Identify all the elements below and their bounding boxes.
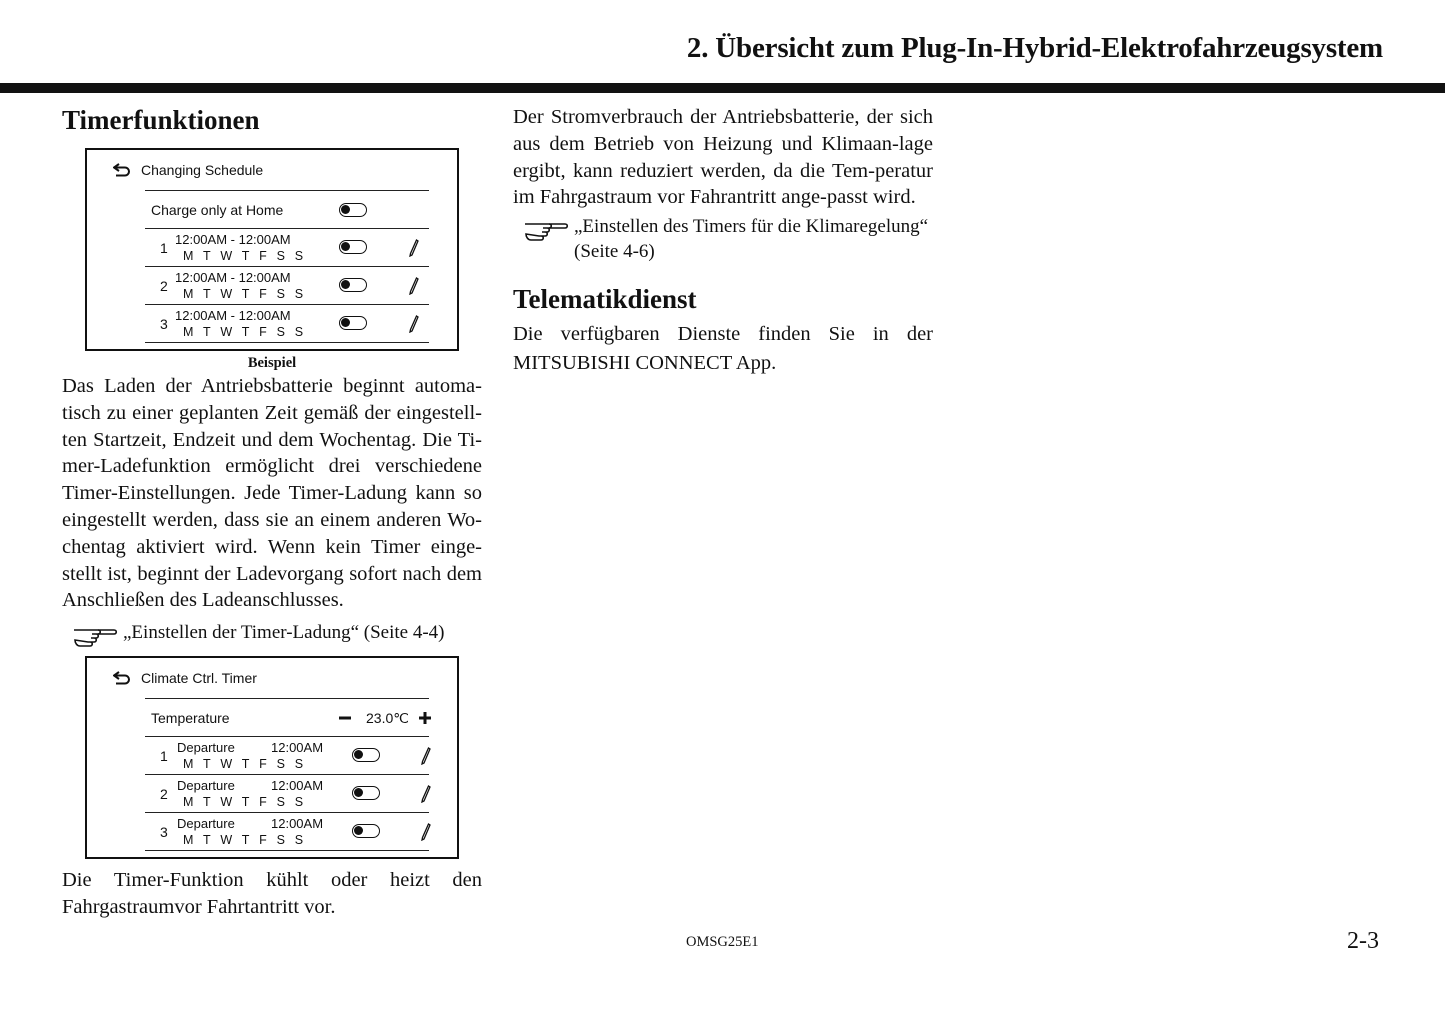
screen-topbar [87, 658, 457, 698]
pointing-hand-icon [72, 622, 118, 648]
schedule-row [145, 229, 429, 267]
row-days: M T W T F S S [183, 249, 307, 263]
pencil-icon [421, 747, 431, 765]
toggle-icon [339, 316, 367, 330]
climate-rows [145, 698, 429, 851]
reference-text-block [574, 214, 928, 264]
row-label: Departure [177, 778, 235, 794]
row-time: 12:00AM [271, 816, 324, 832]
reference-page: (Seite 4-6) [574, 241, 655, 263]
pencil-icon [409, 315, 419, 333]
climate-ctrl-timer-screen [85, 656, 459, 859]
schedule-rows [145, 190, 429, 343]
row-number: 2 [160, 278, 168, 294]
section-heading-telematikdienst: Telematikdienst [513, 284, 697, 315]
toggle-icon [352, 824, 380, 838]
screen-title: Changing Schedule [141, 162, 264, 178]
minus-icon [339, 716, 351, 720]
right-column [513, 103, 933, 378]
row-number: 1 [160, 240, 168, 256]
row-time: 12:00AM - 12:00AM [175, 308, 291, 323]
cross-reference-timer-charging [72, 620, 482, 648]
temperature-value: 23.0℃ [366, 710, 409, 727]
pencil-icon [421, 823, 431, 841]
schedule-row [145, 305, 429, 343]
screen-topbar [87, 150, 457, 190]
plus-icon [419, 712, 431, 724]
reference-text: „Einstellen der Timer-Ladung“ (Seite 4-4) [123, 622, 445, 644]
schedule-row [145, 267, 429, 305]
cross-reference-climate-timer [523, 214, 933, 264]
pointing-hand-icon [523, 216, 569, 242]
page-number: 2-3 [1347, 928, 1379, 954]
row-label: Departure [177, 740, 235, 756]
row-time: 12:00AM [271, 778, 324, 794]
row-days: M T W T F S S [183, 833, 307, 848]
toggle-icon [352, 786, 380, 800]
row-time: 12:00AM - 12:00AM [175, 232, 291, 247]
temperature-label: Temperature [151, 709, 230, 726]
row-number: 3 [160, 316, 168, 332]
row-label: Departure [177, 816, 235, 832]
row-days: M T W T F S S [183, 757, 307, 772]
charge-only-at-home-label: Charge only at Home [151, 201, 284, 218]
section-heading-timerfunktionen: Timerfunktionen [62, 105, 260, 135]
climate-timer-row [145, 775, 429, 813]
screen-title: Climate Ctrl. Timer [141, 670, 257, 687]
left-column [62, 103, 482, 921]
reference-text: „Einstellen des Timers für die Klimaregelung“ [574, 216, 929, 238]
toggle-icon [339, 278, 367, 292]
row-time: 12:00AM - 12:00AM [175, 270, 291, 285]
climate-timer-paragraph: Die Timer-Funktion kühlt oder heizt den Fahrgastraumvor Fahrtantritt vor. [62, 869, 482, 918]
back-arrow-icon [113, 163, 131, 177]
row-number: 1 [160, 748, 168, 765]
document-code: OMSG25E1 [686, 934, 759, 950]
telematik-paragraph: Die verfügbaren Dienste finden Sie in der MITSUBISHI CONNECT App. [513, 323, 933, 375]
row-number: 3 [160, 824, 168, 841]
back-arrow-icon [113, 671, 131, 685]
pencil-icon [409, 277, 419, 295]
toggle-icon [339, 203, 367, 217]
pencil-icon [409, 239, 419, 257]
row-days: M T W T F S S [183, 325, 307, 339]
changing-schedule-screen [85, 148, 459, 351]
timer-charging-paragraph: Das Laden der Antriebsbatterie beginnt automa-tisch zu einer geplanten Zeit gemäß der eingestell-ten Startzeit, Endzeit und dem Wochentag. Die Ti-mer-Ladefunktion ermöglicht drei verschiedene Timer-Einstellungen. Jede Timer-Ladung kann so eingestellt werden, dass sie an einem anderen Wo-chentag aktiviert wird. Wenn kein Timer einge-stellt ist, beginnt der Ladevorgang sofort nach dem Anschließen des Ladeanschlusses. [62, 375, 482, 612]
header-rule [0, 83, 1445, 93]
page-header-title: 2. Übersicht zum Plug-In-Hybrid-Elektrofahrzeugsystem [686, 32, 1383, 64]
toggle-icon [339, 240, 367, 254]
row-number: 2 [160, 786, 168, 803]
row-days: M T W T F S S [183, 287, 307, 301]
pencil-icon [421, 785, 431, 803]
charge-only-at-home-row [145, 191, 429, 229]
power-consumption-paragraph: Der Stromverbrauch der Antriebsbatterie, der sich aus dem Betrieb von Heizung und Klimaan-lage ergibt, kann reduziert werden, da die Tem-peratur im Fahrgastraum vor Fahrantritt ange-passt wird. [513, 106, 933, 209]
row-time: 12:00AM [271, 740, 324, 756]
temperature-row [145, 699, 429, 737]
climate-timer-row [145, 813, 429, 851]
row-days: M T W T F S S [183, 795, 307, 810]
figure-caption: Beispiel [247, 355, 297, 371]
toggle-icon [352, 748, 380, 762]
climate-timer-row [145, 737, 429, 775]
